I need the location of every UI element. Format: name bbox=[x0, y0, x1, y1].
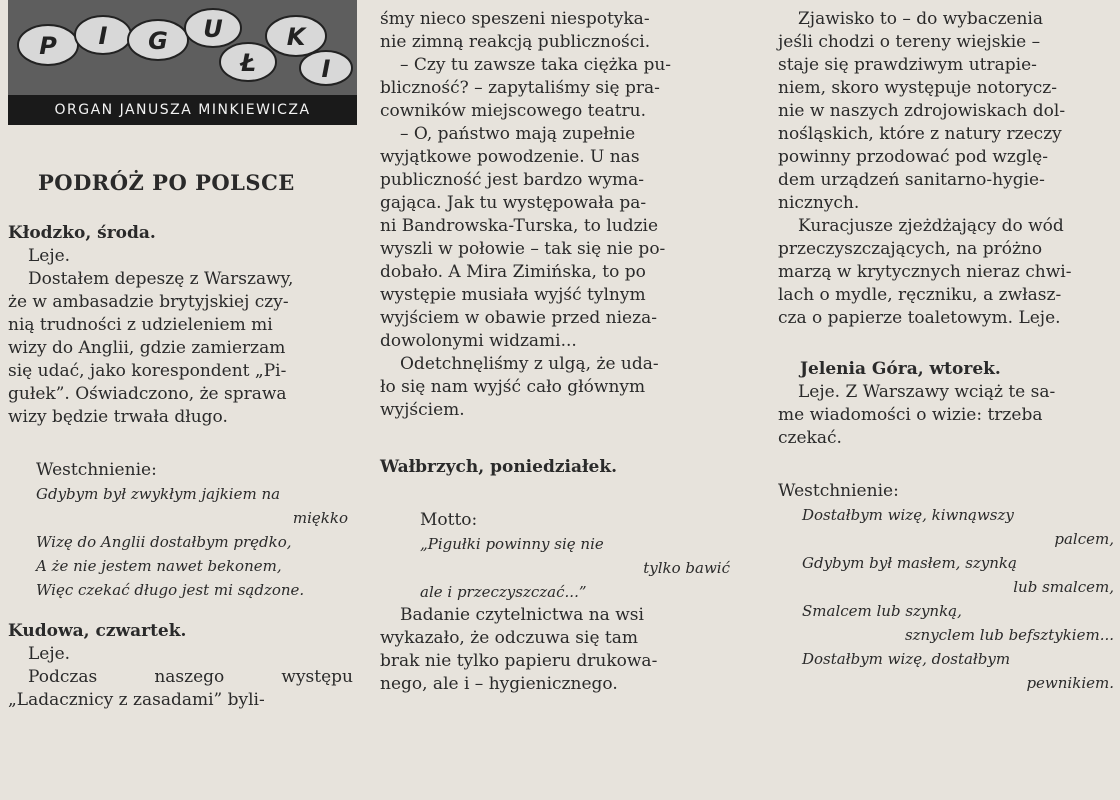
text-line: nie zimną reakcją publiczności. bbox=[380, 32, 651, 52]
text-line: przeczyszczających, na próżno bbox=[778, 239, 1043, 259]
text-line: powinny przodować pod wzglę- bbox=[778, 147, 1048, 167]
text-line: wyszli w połowie – tak się nie po- bbox=[380, 239, 666, 259]
text-line: ni Bandrowska-Turska, to ludzie bbox=[380, 216, 659, 236]
poem-line: tylko bawić bbox=[643, 559, 730, 577]
text-line: staje się prawdziwym utrapie- bbox=[778, 55, 1037, 75]
text-line: me wiadomości o wizie: trzeba bbox=[778, 405, 1043, 425]
masthead bbox=[8, 0, 357, 125]
text-line: nicznych. bbox=[778, 193, 860, 213]
column-3 bbox=[778, 8, 1114, 695]
column-2 bbox=[380, 8, 730, 696]
poem-line: miękko bbox=[292, 509, 348, 527]
masthead-subtitle: ORGAN JANUSZA MINKIEWICZA bbox=[8, 95, 357, 125]
text-line: gająca. Jak tu występowała pa- bbox=[380, 193, 647, 213]
text-line: marzą w krytycznych nieraz chwi- bbox=[778, 262, 1072, 282]
text-line: Badanie czytelnictwa na wsi bbox=[400, 605, 644, 625]
text-line: Leje. Z Warszawy wciąż te sa- bbox=[798, 382, 1056, 402]
poem-line: pewnikiem. bbox=[1026, 674, 1114, 692]
text-line: – O, państwo mają zupełnie bbox=[400, 124, 636, 144]
poem-line: Dostałbym wizę, dostałbym bbox=[802, 650, 1011, 668]
article-title: PODRÓŻ PO POLSCE bbox=[38, 170, 295, 195]
poem-line: Gdybym był masłem, szynką bbox=[802, 554, 1017, 572]
westchnienie-label: Westchnienie: bbox=[36, 460, 157, 480]
motto-poem bbox=[380, 532, 730, 604]
text-line: Leje. bbox=[28, 246, 71, 266]
poem-line: Smalcem lub szynką, bbox=[802, 602, 962, 620]
svg-text:Ł: Ł bbox=[240, 49, 256, 77]
text-line: nie w naszych zdrojowiskach dol- bbox=[778, 101, 1066, 121]
text-line: dowolonymi widzami... bbox=[380, 331, 577, 351]
svg-text:I: I bbox=[98, 22, 108, 50]
text-line: nośląskich, które z natury rzeczy bbox=[778, 124, 1062, 144]
section-heading-jelenia-gora: Jelenia Góra, wtorek. bbox=[800, 359, 1001, 379]
text-line: wizy będzie trwała długo. bbox=[8, 407, 228, 427]
svg-text:U: U bbox=[203, 15, 223, 43]
text-line: nią trudności z udzieleniem mi bbox=[8, 315, 273, 335]
text-line: cza o papierze toaletowym. Leje. bbox=[778, 308, 1061, 328]
section-heading-klodzko: Kłodzko, środa. bbox=[8, 223, 156, 243]
westchnienie-label: Westchnienie: bbox=[778, 481, 899, 501]
poem-line: Wizę do Anglii dostałbym prędko, bbox=[36, 533, 292, 551]
poem bbox=[8, 482, 348, 602]
section-heading-walbrzych: Wałbrzych, poniedziałek. bbox=[380, 457, 618, 477]
poem bbox=[778, 503, 1114, 695]
text-line: lach o mydle, ręczniku, a zwłasz- bbox=[778, 285, 1062, 305]
text-line: bliczność? – zapytaliśmy się pra- bbox=[380, 78, 660, 98]
text-line: Zjawisko to – do wybaczenia bbox=[798, 9, 1043, 29]
text-line: się udać, jako korespondent „Pi- bbox=[8, 361, 287, 381]
text-line: wyjściem. bbox=[380, 400, 465, 420]
text-line: niem, skoro występuje notorycz- bbox=[778, 78, 1057, 98]
text-line: cowników miejscowego teatru. bbox=[380, 101, 647, 121]
text-line: dobało. A Mira Zimińska, to po bbox=[380, 262, 646, 282]
svg-text:I: I bbox=[321, 55, 331, 83]
text-line: występie musiała wyjść tylnym bbox=[380, 285, 646, 305]
motto-label: Motto: bbox=[420, 510, 478, 530]
poem-line: Gdybym był zwykłym jajkiem na bbox=[36, 485, 281, 503]
text-line: „Ladacznicy z zasadami” byli- bbox=[8, 690, 265, 710]
text-line: wykazało, że odczuwa się tam bbox=[380, 628, 639, 648]
text-line: Podczas naszego występu bbox=[28, 667, 353, 687]
text-line: czekać. bbox=[778, 428, 842, 448]
text-line: brak nie tylko papieru drukowa- bbox=[380, 651, 658, 671]
text-line: Kuracjusze zjeżdżający do wód bbox=[798, 216, 1064, 236]
poem-line: Więc czekać długo jest mi sądzone. bbox=[36, 581, 305, 599]
text-line: wyjściem w obawie przed nieza- bbox=[380, 308, 657, 328]
text-line: Odetchnęliśmy z ulgą, że uda- bbox=[400, 354, 659, 374]
poem-line: „Pigułki powinny się nie bbox=[420, 535, 604, 553]
text-line: jeśli chodzi o tereny wiejskie – bbox=[778, 32, 1041, 52]
poem-line: lub smalcem, bbox=[1013, 578, 1114, 596]
text-line: gułek”. Oświadczono, że sprawa bbox=[8, 384, 287, 404]
text-line: Dostałem depeszę z Warszawy, bbox=[28, 269, 294, 289]
text-line: Leje. bbox=[28, 644, 71, 664]
masthead-logo bbox=[8, 0, 357, 95]
text-line: nego, ale i – hygienicznego. bbox=[380, 674, 618, 694]
poem-line: A że nie jestem nawet bekonem, bbox=[36, 557, 282, 575]
text-line: ło się nam wyjść cało głównym bbox=[380, 377, 646, 397]
svg-text:P: P bbox=[39, 32, 57, 60]
section-heading-kudowa: Kudowa, czwartek. bbox=[8, 621, 187, 641]
column-1 bbox=[8, 222, 353, 712]
poem-line: palcem, bbox=[1054, 530, 1114, 548]
svg-text:K: K bbox=[286, 23, 306, 51]
svg-text:G: G bbox=[148, 27, 168, 55]
poem-line: Dostałbym wizę, kiwnąwszy bbox=[802, 506, 1014, 524]
text-line: że w ambasadzie brytyjskiej czy- bbox=[8, 292, 289, 312]
poem-line: sznyclem lub befsztykiem... bbox=[904, 626, 1114, 644]
text-line: – Czy tu zawsze taka ciężka pu- bbox=[400, 55, 672, 75]
text-line: wyjątkowe powodzenie. U nas bbox=[380, 147, 640, 167]
text-line: dem urządzeń sanitarno-hygie- bbox=[778, 170, 1045, 190]
text-line: publiczność jest bardzo wyma- bbox=[380, 170, 644, 190]
text-line: wizy do Anglii, gdzie zamierzam bbox=[8, 338, 286, 358]
text-line: śmy nieco speszeni niespotyka- bbox=[380, 9, 650, 29]
poem-line: ale i przeczyszczać...” bbox=[420, 583, 587, 601]
